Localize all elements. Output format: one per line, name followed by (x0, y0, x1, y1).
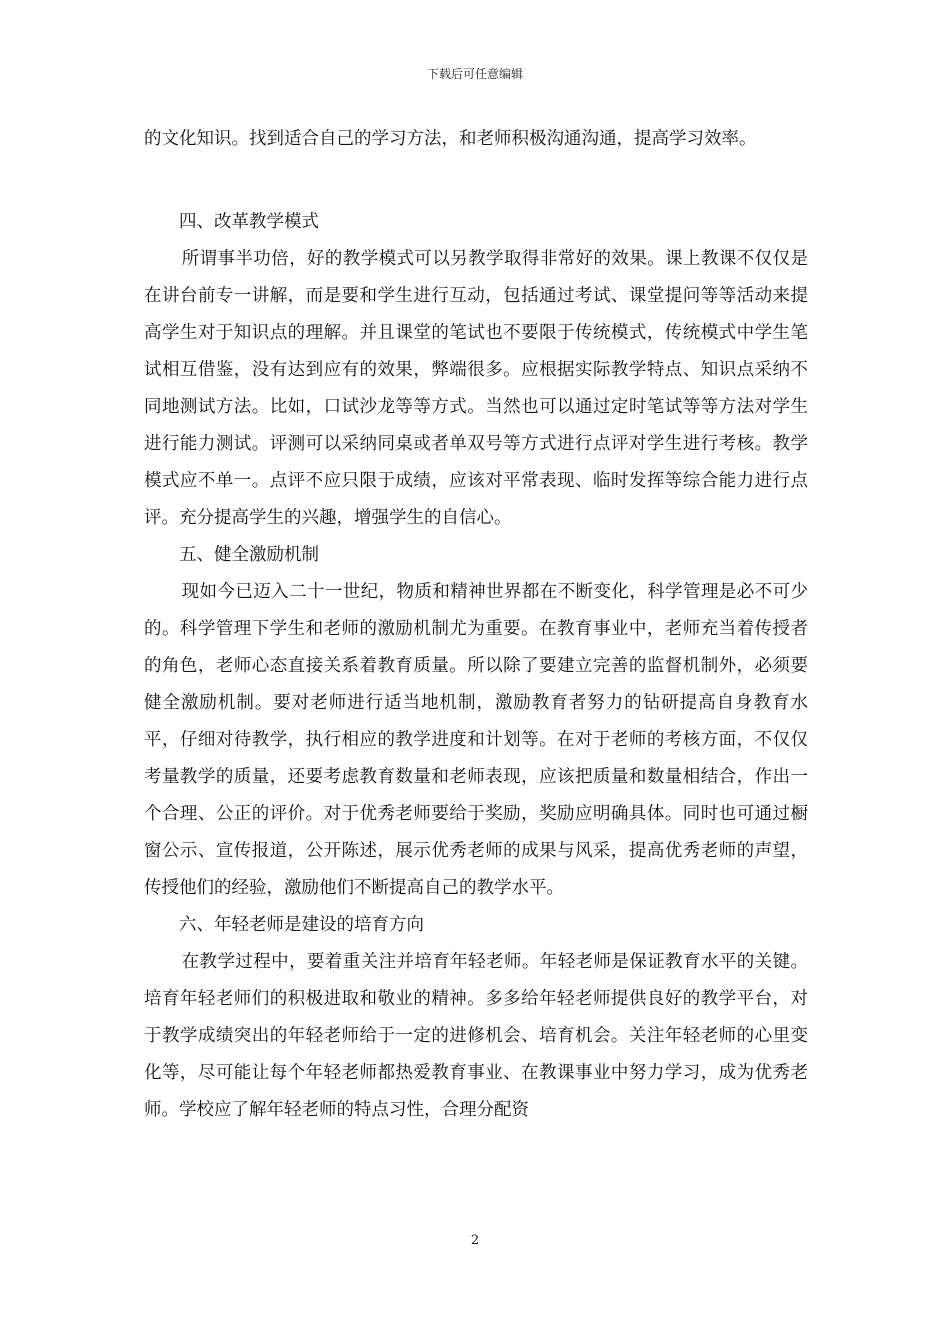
section-paragraph-6: 在教学过程中，要着重关注并培育年轻老师。年轻老师是保证教育水平的关键。培育年轻老师们的积极进取和敬业的精神。多多给年轻老师提供良好的教学平台，对于教学成绩突出的年轻老师给于一定的进修机会、培育机会。关注年轻老师的心里变化等，尽可能让每个年轻老师都热爱教育事业、在教课事业中努力学习，成为优秀老师。学校应了解年轻老师的特点习性，合理分配资 (144, 952, 808, 1120)
continuation-paragraph: 的文化知识。找到适合自己的学习方法，和老师积极沟通沟通，提高学习效率。 (144, 129, 757, 149)
section-heading-5: 五、健全激励机制 (179, 545, 319, 565)
section-paragraph-5: 现如今已迈入二十一世纪，物质和精神世界都在不断变化，科学管理是必不可少的。科学管理下学生和老师的激励机制尤为重要。在教育事业中，老师充当着传授者的角色，老师心态直接关系着教育质量。所以除了要建立完善的监督机制外，必须要健全激励机制。要对老师进行适当地机制，激励教育者努力的钻研提高自身教育水平，仔细对待教学，执行相应的教学进度和计划等。在对于老师的考核方面，不仅仅考量教学的质量，还要考虑教育数量和老师表现，应该把质量和数量相结合，作出一个合理、公正的评价。对于优秀老师要给于奖励，奖励应明确具体。同时也可通过橱窗公示、宣传报道，公开陈述，展示优秀老师的成果与风采，提高优秀老师的声望，传授他们的经验，激励他们不断提高自己的教学水平。 (144, 582, 808, 898)
paragraph-gap (144, 158, 808, 204)
section-heading-4: 四、改革教学模式 (179, 212, 319, 232)
page-footer (0, 1233, 950, 1249)
document-body (144, 121, 808, 1129)
section-heading-6: 六、年轻老师是建设的培育方向 (179, 915, 424, 935)
page-number: 2 (470, 1233, 480, 1248)
header-text: 下载后可任意编辑 (426, 67, 523, 81)
section-paragraph-4: 所谓事半功倍，好的教学模式可以另教学取得非常好的效果。课上教课不仅仅是在讲台前专一讲解，而是要和学生进行互动，包括通过考试、课堂提问等等活动来提高学生对于知识点的理解。并且课堂的笔试也不要限于传统模式，传统模式中学生笔试相互借鉴，没有达到应有的效果，弊端很多。应根据实际教学特点、知识点采纳不同地测试方法。比如，口试沙龙等等方式。当然也可以通过定时笔试等等方法对学生进行能力测试。评测可以采纳同桌或者单双号等方式进行点评对学生进行考核。教学模式应不单一。点评不应只限于成绩，应该对平常表现、临时发挥等综合能力进行点评。充分提高学生的兴趣，增强学生的自信心。 (144, 249, 808, 528)
page-header (0, 66, 950, 82)
